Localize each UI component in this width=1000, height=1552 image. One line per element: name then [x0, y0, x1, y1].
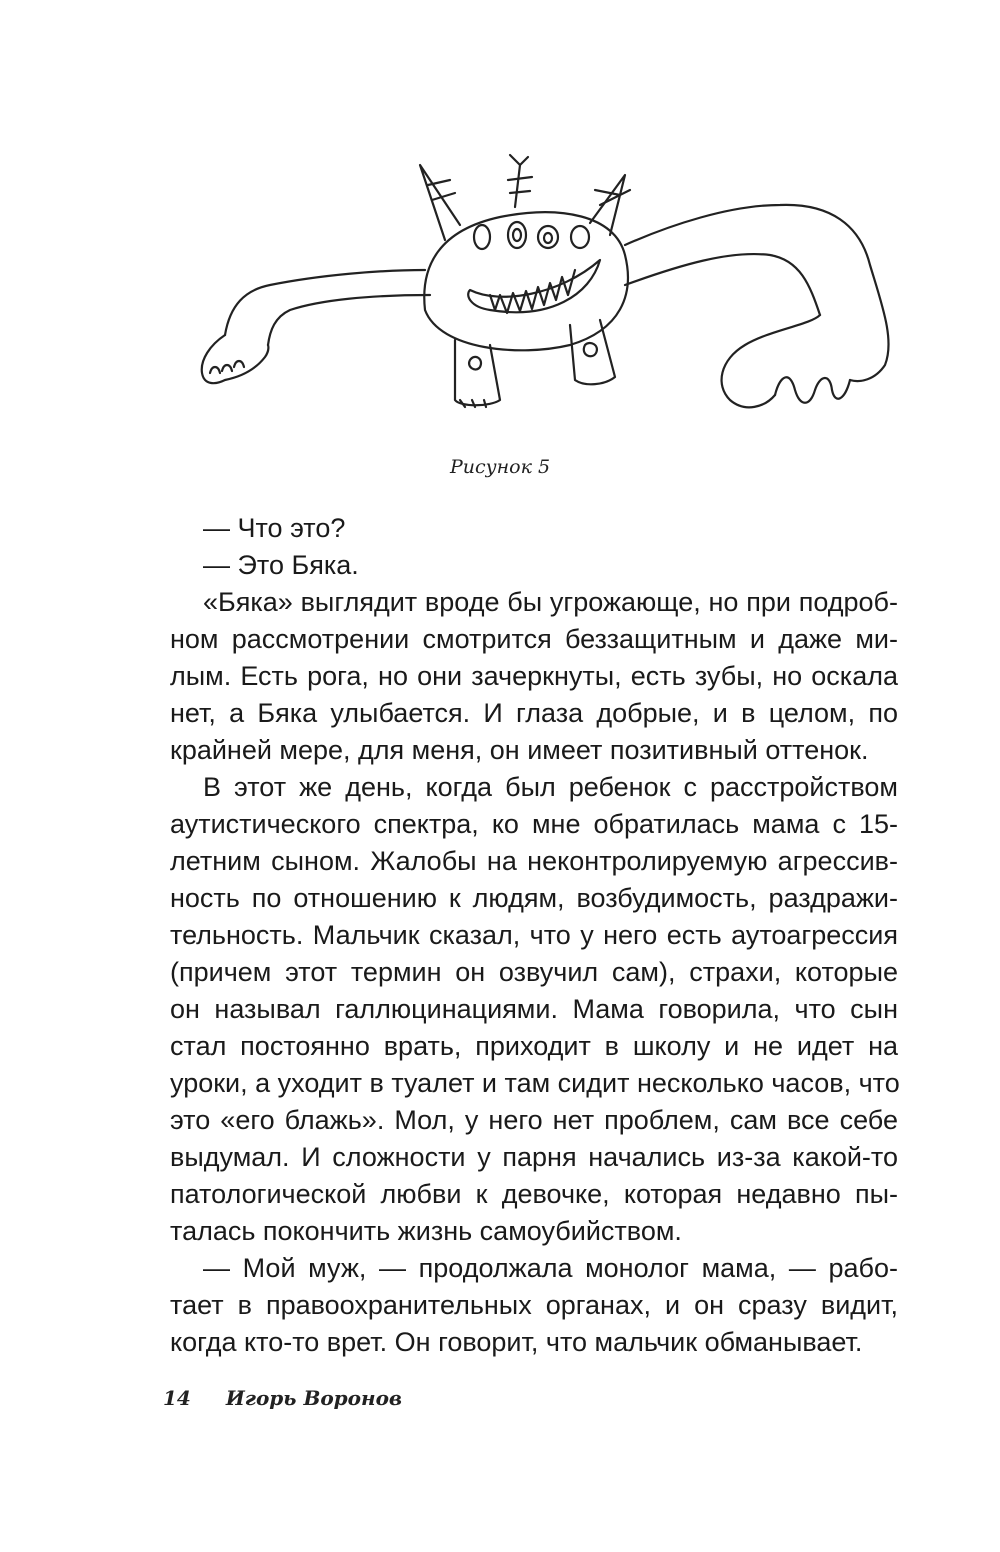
text-line: крайней мере, для меня, он имеет позитивный оттенок.	[170, 735, 869, 765]
text-line: тает в правоохранительных органах, и он сразу видит,	[170, 1290, 898, 1320]
text-line: патологической любви к девочке, которая недавно пы-	[170, 1179, 898, 1209]
text-line: лым. Есть рога, но они зачеркнуты, есть зубы, но оскала	[170, 661, 898, 691]
text-line: — Что это?	[203, 513, 346, 543]
text-line: тельность. Мальчик сказал, что у него есть аутоагрессия	[170, 920, 898, 950]
text-line: — Это Бяка.	[203, 550, 359, 580]
paragraph	[170, 547, 898, 584]
paragraph	[170, 1250, 898, 1361]
text-line: ном рассмотрении смотрится беззащитным и даже ми-	[170, 624, 898, 654]
text-line: выдумал. И сложности у парня начались из-за какой-то	[170, 1142, 898, 1172]
text-line: талась покончить жизнь самоубийством.	[170, 1216, 682, 1246]
text-line: летним сыном. Жалобы на неконтролируемую агрессив-	[170, 846, 898, 876]
text-line: когда кто-то врет. Он говорит, что мальчик обманывает.	[170, 1327, 863, 1357]
text-line: «Бяка» выглядит вроде бы угрожающе, но при подроб-	[203, 587, 898, 617]
author-name: Игорь Воронов	[225, 1386, 403, 1410]
paragraph	[170, 510, 898, 547]
text-line: аутистического спектра, ко мне обратилась мама с 15-	[170, 809, 898, 839]
figure-drawing	[170, 145, 900, 445]
figure-caption: Рисунок 5	[449, 456, 551, 478]
paragraph	[170, 584, 898, 769]
text-line: уроки, а уходит в туалет и там сидит несколько часов, что	[170, 1068, 900, 1098]
monster-drawing-icon	[170, 145, 900, 445]
text-line: он называл галлюцинациями. Мама говорила, что сын	[170, 994, 898, 1024]
body-text	[170, 510, 898, 1361]
page-number: 14	[163, 1386, 191, 1410]
text-line: ность по отношению к людям, возбудимость, раздражи-	[170, 883, 898, 913]
text-line: В этот же день, когда был ребенок с расстройством	[203, 772, 898, 802]
text-line: нет, а Бяка улыбается. И глаза добрые, и в целом, по	[170, 698, 898, 728]
text-line: это «его блажь». Мол, у него нет проблем, сам все себе	[170, 1105, 898, 1135]
page-footer	[163, 1386, 402, 1410]
text-line: — Мой муж, — продолжала монолог мама, — рабо-	[203, 1253, 898, 1283]
paragraph	[170, 769, 898, 1250]
text-line: (причем этот термин он озвучил сам), страхи, которые	[170, 957, 898, 987]
text-line: стал постоянно врать, приходит в школу и не идет на	[170, 1031, 898, 1061]
